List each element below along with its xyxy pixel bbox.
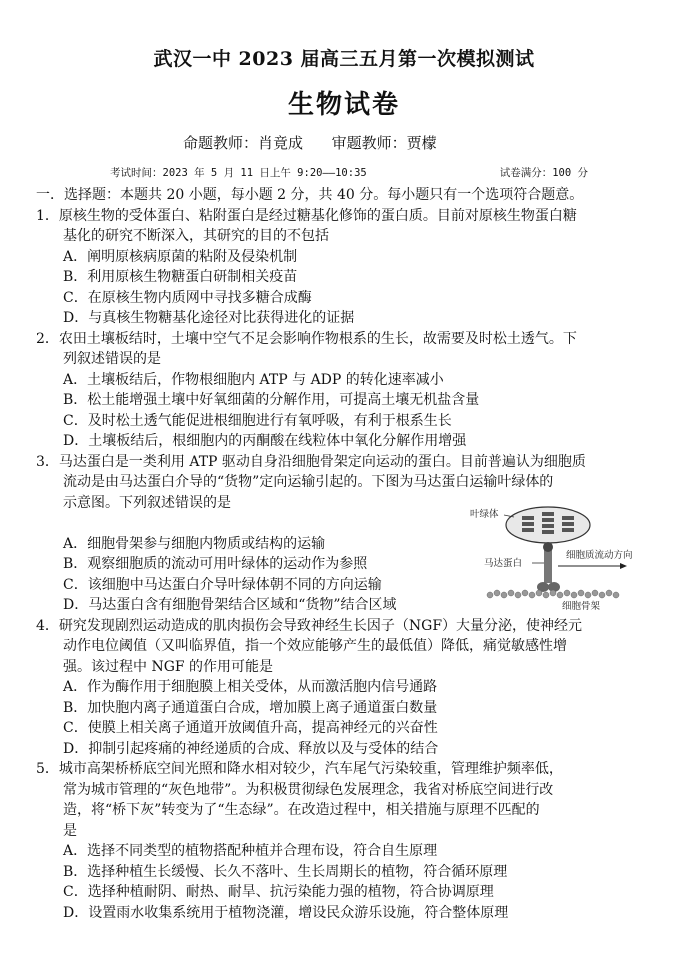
label-motor-protein: 马达蛋白 [484, 558, 523, 569]
section-heading: 一．选择题：本题共 20 小题，每小题 2 分，共 40 分。每小题只有一个选项符合题意。 [36, 187, 584, 203]
question-stem-line: 流动是由马达蛋白介导的“货物”定向运输引起的。下图为马达蛋白运输叶绿体的 [63, 474, 554, 490]
question-stem-line: 是 [63, 822, 77, 839]
question-stem-line: 基化的研究不断深入，其研究的目的不包括 [63, 228, 329, 244]
question-stem-line: 4．研究发现剧烈运动造成的肌肉损伤会导致神经生长因子（NGF）大量分泌，使神经元 [36, 617, 583, 634]
question-stem-line: 动作电位阈值（又叫临界值，指一个效应能够产生的最低值）降低，痛觉敏感性增 [63, 638, 567, 654]
option-c: C．选择种植耐阴、耐热、耐旱、抗污染能力强的植物，符合协调原理 [63, 884, 494, 900]
question-stem-line: 造，将“桥下灰”转变为了“生态绿”。在改造过程中，相关措施与原理不匹配的 [63, 802, 540, 818]
option-a: A．作为酶作用于细胞膜上相关受体，从而激活胞内信号通路 [63, 679, 438, 695]
option-b: B．加快胞内离子通道蛋白合成，增加膜上离子通道蛋白数量 [63, 699, 438, 716]
question-2 [36, 329, 652, 452]
option-c: C．使膜上相关离子通道开放阈值升高，提高神经元的兴奋性 [63, 720, 438, 736]
option-d: D．抑制引起疼痛的神经递质的合成、释放以及与受体的结合 [63, 740, 439, 757]
option-a: A．选择不同类型的植物搭配种植并合理布设，符合自生原理 [63, 843, 438, 859]
option-d: D．与真核生物糖基化途径对比获得进化的证据 [63, 310, 355, 326]
option-c: C．及时松土透气能促进根细胞进行有氧呼吸，有利于根系生长 [63, 412, 452, 429]
label-chloroplast: 叶绿体 [470, 509, 499, 520]
exam-info-line [110, 165, 588, 180]
option-c: C．该细胞中马达蛋白介导叶绿体朝不同的方向运输 [63, 576, 382, 593]
question-stem-line: 5．城市高架桥桥底空间光照和降水相对较少，汽车尾气污染较重，管理维护频率低， [36, 761, 563, 777]
question-stem-line: 2．农田土壤板结时，土壤中空气不足会影响作物根系的生长，故需要及时松土透气。下 [36, 330, 577, 347]
teachers-line: 命题教师：肖竟成 审题教师：贾檬 [183, 134, 437, 152]
exam-time: 考试时间：2023 年 5 月 11 日上午 9:20——10:35 [110, 167, 367, 179]
full-score: 试卷满分：100 分 [499, 167, 588, 179]
option-a: A．土壤板结后，作物根细胞内 ATP 与 ADP 的转化速率减小 [63, 371, 444, 388]
exam-title: 武汉一中 2023 届高三五月第一次模拟测试 [153, 48, 535, 70]
label-flow-direction: 细胞质流动方向 [566, 550, 633, 561]
question-stem-line: 示意图。下列叙述错误的是 [63, 494, 231, 511]
option-b: B．观察细胞质的流动可用叶绿体的运动作为参照 [63, 556, 368, 572]
option-d: D．马达蛋白含有细胞骨架结合区域和“货物”结合区域 [63, 597, 397, 613]
question-5 [36, 759, 652, 923]
option-b: B．松土能增强土壤中好氧细菌的分解作用，可提高土壤无机盐含量 [63, 392, 480, 408]
question-4 [36, 616, 652, 760]
question-stem-line: 常为城市管理的“灰色地带”。为积极贯彻绿色发展理念，我省对桥底空间进行改 [63, 781, 554, 798]
option-c: C．在原核生物内质网中寻找多糖合成酶 [63, 289, 312, 306]
option-a: A．细胞骨架参与细胞内物质或结构的运输 [63, 535, 326, 552]
label-cytoskeleton: 细胞骨架 [562, 601, 601, 612]
question-stem-line: 强。该过程中 NGF 的作用可能是 [63, 658, 274, 675]
option-b: B．选择种植生长缓慢、长久不落叶、生长周期长的植物，符合循环原理 [63, 863, 508, 880]
motor-protein-head [543, 542, 553, 552]
cytoskeleton-filament [487, 590, 619, 598]
question-1 [36, 206, 652, 329]
option-d: D．设置雨水收集系统用于植物浇灌，增设民众游乐设施，符合整体原理 [63, 904, 509, 921]
motor-protein-figure [470, 503, 680, 615]
flow-arrow-head [620, 563, 627, 569]
question-stem-line: 1．原核生物的受体蛋白、粘附蛋白是经过糖基化修饰的蛋白质。目前对原核生物蛋白糖 [36, 207, 577, 224]
option-b: B．利用原核生物糖蛋白研制相关疫苗 [63, 269, 298, 285]
option-d: D．土壤板结后，根细胞内的丙酮酸在线粒体中氧化分解作用增强 [63, 433, 467, 449]
question-stem-line: 3．马达蛋白是一类利用 ATP 驱动自身沿细胞骨架定向运动的蛋白。目前普遍认为细胞质 [36, 453, 586, 470]
exam-subject-title: 生物试卷 [287, 90, 400, 120]
option-a: A．阐明原核病原菌的粘附及侵染机制 [63, 248, 298, 265]
question-stem-line: 列叙述错误的是 [63, 351, 161, 367]
